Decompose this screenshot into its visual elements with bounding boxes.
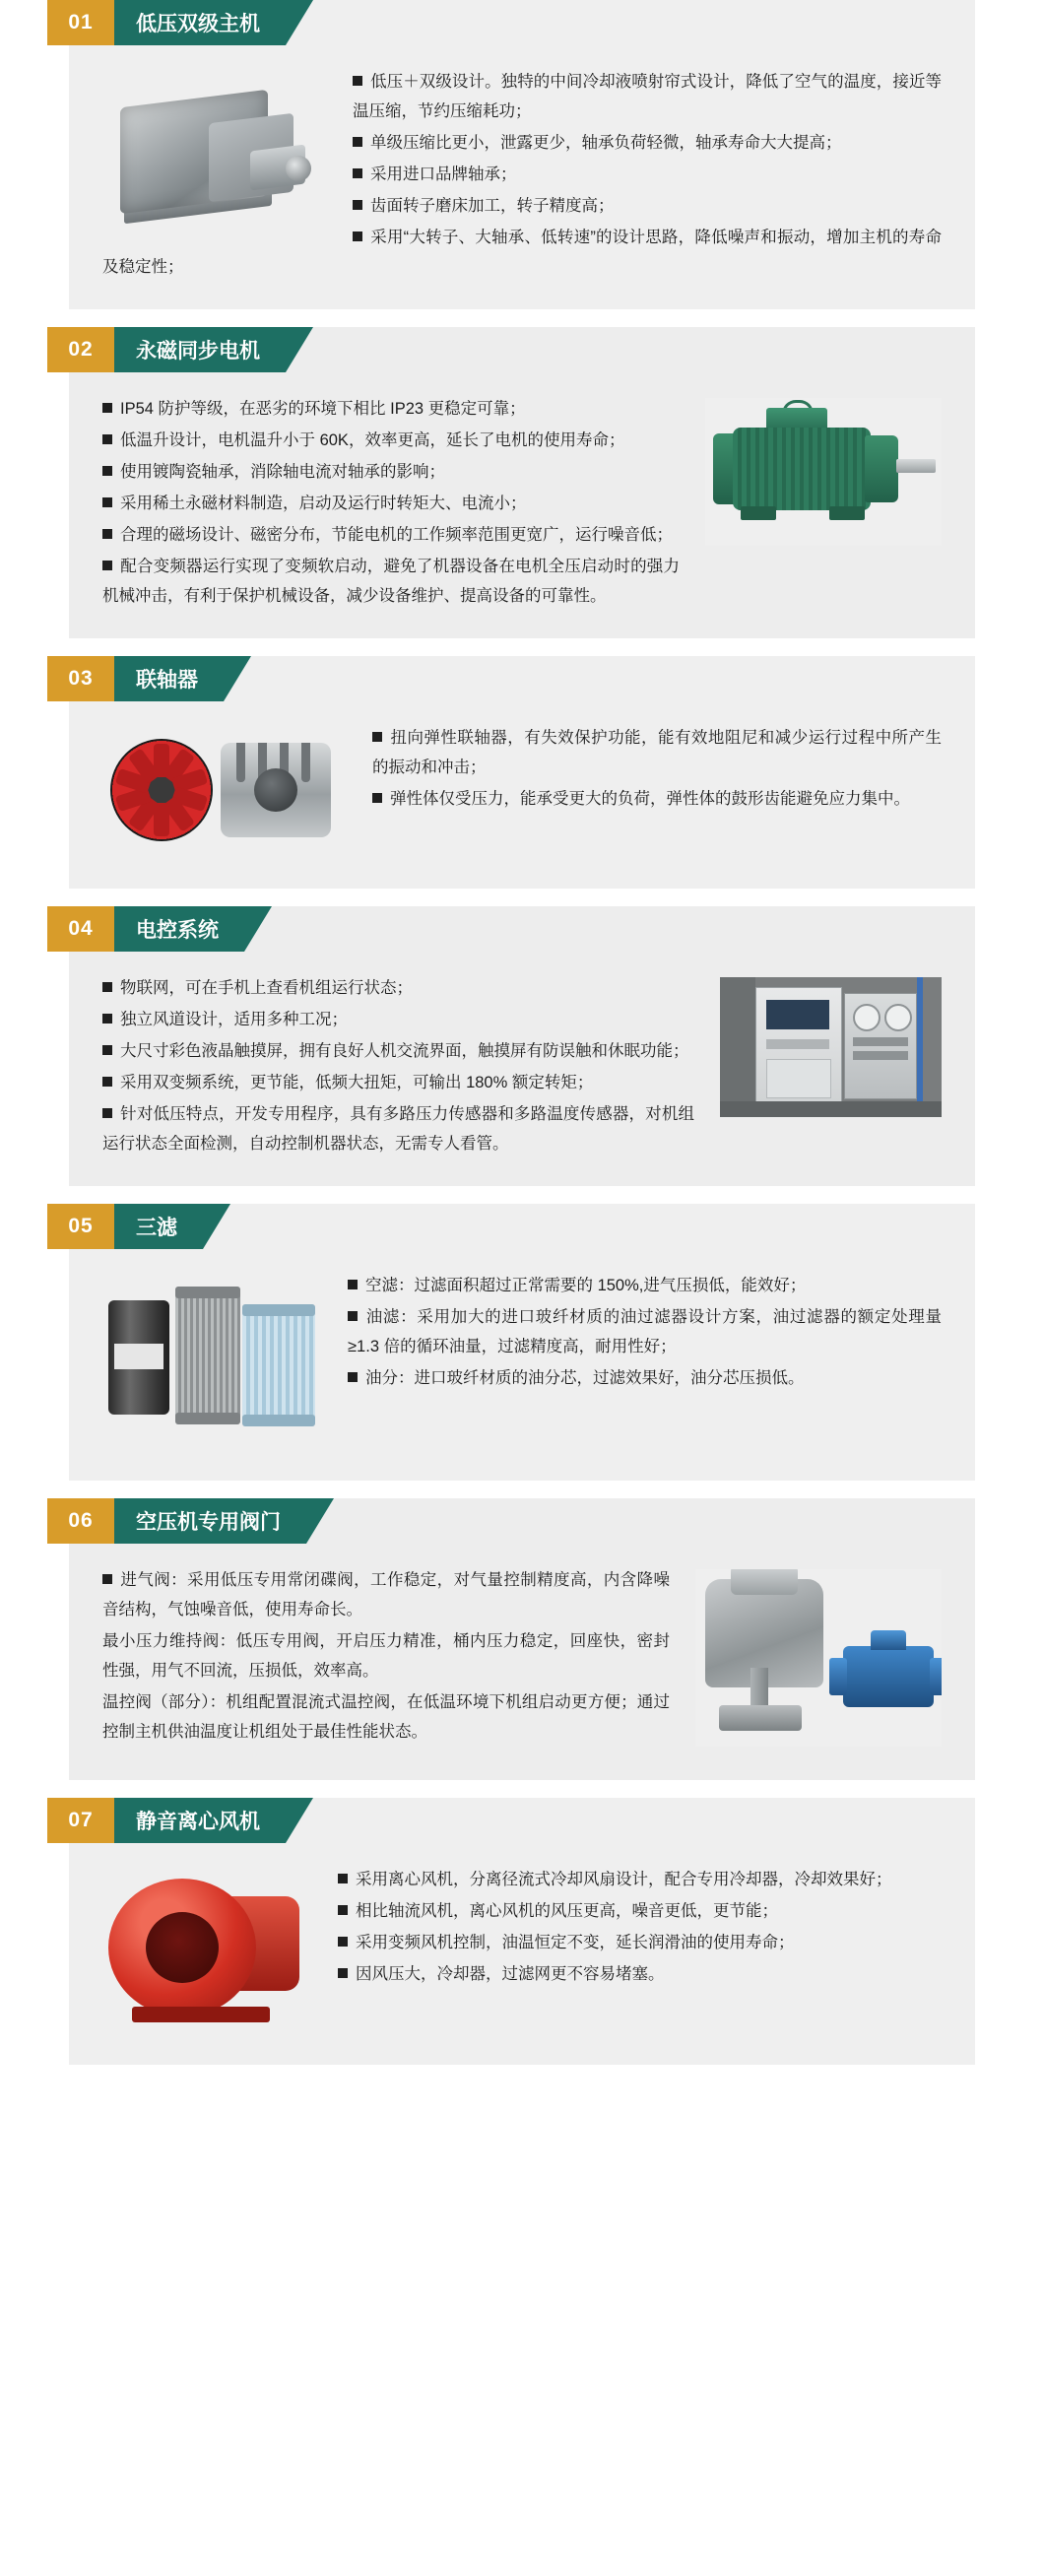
section-03-body bbox=[69, 701, 975, 889]
section-07 bbox=[69, 1798, 975, 2065]
bullet bbox=[102, 552, 942, 611]
bullet-text: 相比轴流风机，离心风机的风压更高，噪音更低，更节能； bbox=[356, 1902, 778, 1920]
section-02 bbox=[69, 327, 975, 638]
bullet-text: 大尺寸彩色液晶触摸屏，拥有良好人机交流界面，触摸屏有防误触和休眠功能； bbox=[120, 1042, 689, 1060]
bullet-marker-icon bbox=[338, 1937, 348, 1947]
bullet-marker-icon bbox=[102, 529, 112, 539]
section-05-body bbox=[69, 1249, 975, 1481]
section-01-body bbox=[69, 45, 975, 309]
bullet-text: 独立风道设计，适用多种工况； bbox=[120, 1011, 348, 1028]
bullet-marker-icon bbox=[102, 497, 112, 507]
section-06-header bbox=[47, 1498, 975, 1544]
section-06-number: 06 bbox=[47, 1498, 114, 1544]
section-04-number: 04 bbox=[47, 906, 114, 952]
section-02-header bbox=[47, 327, 975, 372]
bullet-marker-icon bbox=[102, 434, 112, 444]
bullet-text: 油滤：采用加大的进口玻纤材质的油过滤器设计方案，油过滤器的额定处理量≥1.3 倍的循环油量，过滤精度高，耐用性好； bbox=[348, 1308, 942, 1355]
bullet-text: 配合变频器运行实现了变频软启动，避免了机器设备在电机全压启动时的强力机械冲击，有利于保护机械设备，减少设备维护、提高设备的可靠性。 bbox=[102, 558, 680, 605]
three-filters-image bbox=[102, 1275, 324, 1447]
bullet-marker-icon bbox=[353, 200, 362, 210]
section-01-number: 01 bbox=[47, 0, 114, 45]
bullet-marker-icon bbox=[372, 732, 382, 742]
section-05-header bbox=[47, 1204, 975, 1249]
bullet-text: 单级压缩比更小，泄露更少，轴承负荷轻微，轴承寿命大大提高； bbox=[370, 134, 842, 152]
section-02-title: 永磁同步电机 bbox=[114, 327, 286, 372]
section-03-title: 联轴器 bbox=[114, 656, 224, 701]
bullet-marker-icon bbox=[102, 1574, 112, 1584]
section-01-title: 低压双级主机 bbox=[114, 0, 286, 45]
centrifugal-fan-image bbox=[102, 1869, 314, 2031]
bullet-text: 扭向弹性联轴器，有失效保护功能，能有效地阻尼和减少运行过程中所产生的振动和冲击； bbox=[372, 729, 942, 776]
bullet-marker-icon bbox=[102, 982, 112, 992]
bullet-text: 采用变频风机控制，油温恒定不变，延长润滑油的使用寿命； bbox=[356, 1934, 795, 1951]
bullet-text: 油分：进口玻纤材质的油分芯，过滤效果好，油分芯压损低。 bbox=[365, 1369, 805, 1387]
bullet-text: 空滤：过滤面积超过正常需要的 150%,进气压损低，能效好； bbox=[365, 1277, 807, 1294]
elastic-coupling-image bbox=[102, 727, 349, 855]
bullet-marker-icon bbox=[102, 1108, 112, 1118]
air-compressor-valves-image bbox=[695, 1569, 942, 1747]
bullet-marker-icon bbox=[348, 1372, 358, 1382]
section-02-body bbox=[69, 372, 975, 638]
bullet-marker-icon bbox=[338, 1905, 348, 1915]
bullet-text: 物联网，可在手机上查看机组运行状态； bbox=[120, 979, 413, 997]
section-01-header bbox=[47, 0, 975, 45]
bullet-text: 采用双变频系统，更节能，低频大扭矩，可输出 180% 额定转矩； bbox=[120, 1074, 594, 1091]
two-stage-compressor-airend-image bbox=[102, 71, 329, 243]
section-03 bbox=[69, 656, 975, 889]
section-03-header bbox=[47, 656, 975, 701]
section-05 bbox=[69, 1204, 975, 1481]
bullet-marker-icon bbox=[102, 403, 112, 413]
section-06 bbox=[69, 1498, 975, 1780]
bullet-marker-icon bbox=[348, 1311, 358, 1321]
section-07-title: 静音离心风机 bbox=[114, 1798, 286, 1843]
section-05-title: 三滤 bbox=[114, 1204, 203, 1249]
bullet-text: 合理的磁场设计、磁密分布，节能电机的工作频率范围更宽广，运行噪音低； bbox=[120, 526, 673, 544]
bullet-marker-icon bbox=[102, 1045, 112, 1055]
section-04-title: 电控系统 bbox=[114, 906, 244, 952]
bullet-text: 采用稀土永磁材料制造，启动及运行时转矩大、电流小； bbox=[120, 495, 527, 512]
section-04-body bbox=[69, 952, 975, 1186]
bullet-text: 进气阀：采用低压专用常闭碟阀，工作稳定，对气量控制精度高，内含降噪音结构，气蚀噪音低，使用寿命长。 bbox=[102, 1571, 670, 1618]
section-03-number: 03 bbox=[47, 656, 114, 701]
bullet-marker-icon bbox=[353, 76, 362, 86]
section-02-number: 02 bbox=[47, 327, 114, 372]
section-01 bbox=[69, 0, 975, 309]
electric-control-cabinet-image bbox=[720, 977, 942, 1117]
section-07-header bbox=[47, 1798, 975, 1843]
bullet-marker-icon bbox=[102, 1014, 112, 1024]
bullet-text: 采用“大转子、大轴承、低转速”的设计思路，降低噪声和振动，增加主机的寿命及稳定性； bbox=[102, 229, 942, 276]
bullet-text: 弹性体仅受压力，能承受更大的负荷，弹性体的鼓形齿能避免应力集中。 bbox=[390, 790, 910, 808]
bullet-marker-icon bbox=[348, 1280, 358, 1289]
bullet-text: IP54 防护等级，在恶劣的环境下相比 IP23 更稳定可靠； bbox=[120, 400, 526, 418]
bullet-text: 最小压力维持阀：低压专用阀，开启压力精准，桶内压力稳定，回座快，密封性强，用气不回流，压损低，效率高。 bbox=[102, 1632, 670, 1680]
bullet-marker-icon bbox=[353, 137, 362, 147]
bullet-marker-icon bbox=[353, 231, 362, 241]
bullet-marker-icon bbox=[372, 793, 382, 803]
bullet-marker-icon bbox=[338, 1874, 348, 1883]
bullet-text: 齿面转子磨床加工，转子精度高； bbox=[370, 197, 615, 215]
section-07-number: 07 bbox=[47, 1798, 114, 1843]
bullet-marker-icon bbox=[102, 561, 112, 570]
bullet-marker-icon bbox=[102, 466, 112, 476]
bullet-text: 温控阀（部分）：机组配置混流式温控阀，在低温环境下机组启动更方便；通过控制主机供油温度让机组处于最佳性能状态。 bbox=[102, 1693, 670, 1741]
section-06-body bbox=[69, 1544, 975, 1780]
bullet-marker-icon bbox=[338, 1968, 348, 1978]
bullet-text: 因风压大，冷却器，过滤网更不容易堵塞。 bbox=[356, 1965, 665, 1983]
bullet-text: 使用镀陶瓷轴承，消除轴电流对轴承的影响； bbox=[120, 463, 445, 481]
section-06-title: 空压机专用阀门 bbox=[114, 1498, 306, 1544]
section-04-header bbox=[47, 906, 975, 952]
bullet-text: 采用离心风机，分离径流式冷却风扇设计，配合专用冷却器，冷却效果好； bbox=[356, 1871, 892, 1888]
bullet-marker-icon bbox=[353, 168, 362, 178]
section-05-number: 05 bbox=[47, 1204, 114, 1249]
section-07-body bbox=[69, 1843, 975, 2065]
section-04 bbox=[69, 906, 975, 1186]
bullet-text: 低温升设计，电机温升小于 60K，效率更高，延长了电机的使用寿命； bbox=[120, 431, 625, 449]
permanent-magnet-motor-image bbox=[705, 398, 942, 546]
bullet-text: 低压＋双级设计。独特的中间冷却液喷射帘式设计，降低了空气的温度，接近等温压缩，节约压缩耗功； bbox=[353, 73, 942, 120]
bullet-text: 采用进口品牌轴承； bbox=[370, 165, 517, 183]
bullet-marker-icon bbox=[102, 1077, 112, 1087]
bullet-text: 针对低压特点，开发专用程序，具有多路压力传感器和多路温度传感器，对机组运行状态全面检测，自动控制机器状态，无需专人看管。 bbox=[102, 1105, 694, 1153]
